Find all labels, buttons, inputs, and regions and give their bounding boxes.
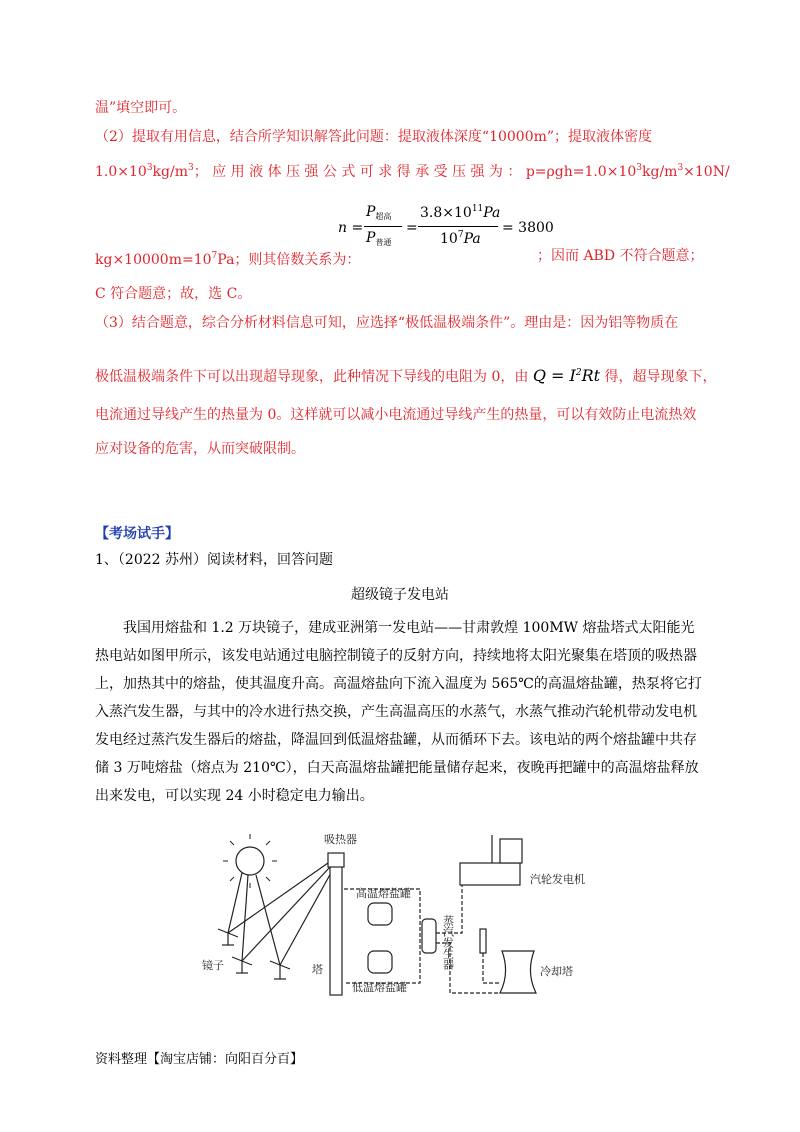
- solution-p3-line2: 极低温极端条件下可以出现超导现象，此种情况下导线的电阻为 0，由 $Q = I^2Rt$ 得，超导现象下，: [95, 366, 717, 385]
- footer-text: 资料整理【淘宝店铺：向阳百分百】: [95, 1052, 304, 1067]
- label-steam-gen: 蒸汽发生器: [441, 915, 455, 970]
- sun-icon: [236, 847, 264, 875]
- article-paragraph: 我国用熔盐和 1.2 万块镜子，建成亚洲第一发电站——甘肃敦煌 100MW 熔盐塔式太阳能光热电站如图甲所示，该发电站通过电脑控制镜子的反射方向，持续地将太阳光聚集在塔顶的吸热器上，加热其中的熔盐，使其温度升高。高温熔盐向下流入温度为 565℃的高温熔盐罐，热泵将它打入蒸汽发生器，与其中的冷水进行热交换，产生高温高压的水蒸气，水蒸气推动汽轮机带动发电机发电经过蒸汽发生器后的熔盐，降温回到低温熔盐罐，从而循环下去。该电站的两个熔盐罐中共存储 3 万吨熔盐（熔点为 210℃），白天高温熔盐罐把能量储存起来，夜晚再把罐中的高温熔盐释放出来发电，可以实现 24 小时稳定电力输出。: [95, 620, 702, 804]
- label-cold-tank: 低温熔盐罐: [352, 981, 407, 994]
- label-generator: 汽轮发电机: [530, 873, 585, 886]
- formula-rhs-den: $10^7Pa$: [440, 230, 481, 247]
- mirror-icon: [218, 929, 290, 979]
- formula-result: = 3800: [502, 220, 554, 236]
- label-tower: 塔: [312, 963, 323, 976]
- label-mirror: 镜子: [202, 959, 224, 972]
- solution-p2-line2: $1.0\times 10^3kg/m^3$； 应 用 液 体 压 强 公 式 可 求 得 承 受 压 强 为 ： $p=\rho gh=1.0\times 10^3kg/m^3\times 10N/$: [95, 163, 730, 180]
- tower-icon: [330, 865, 342, 995]
- ratio-formula: n = $P_{超高}$ $P_{普通}$ = $3.8\times 10^{11}Pa$ $10^7Pa$ = 3800: [338, 204, 554, 247]
- solution-p2-line3c: ；因而 ABD 不符合题意；: [537, 248, 704, 264]
- section-title: 【考场试手】: [95, 526, 179, 542]
- turbine-generator-icon: [460, 835, 522, 885]
- label-absorber: 吸热器: [324, 833, 357, 846]
- solution-p1-tail: 温”填空即可。: [95, 100, 187, 116]
- cooling-tower-icon: [500, 951, 536, 993]
- label-cooling: 冷却塔: [540, 965, 573, 978]
- power-station-diagram: [200, 833, 620, 1008]
- solution-p3-line1: （3）结合题意，综合分析材料信息可知，应选择“极低温极端条件”。理由是：因为铝等物质在: [95, 315, 679, 331]
- solution-p2-line3a: $kg\times 10000m=10^7Pa$；则其倍数关系为：: [95, 251, 361, 268]
- formula-n: n =: [338, 220, 364, 236]
- cold-tank-icon: [368, 951, 392, 973]
- question-header: 1、（2022 苏州）阅读材料，回答问题: [95, 552, 333, 568]
- formula-rhs-num: $3.8\times 10^{11}Pa$: [420, 204, 501, 221]
- steam-generator-icon: [422, 919, 436, 953]
- hot-tank-icon: [368, 903, 392, 925]
- solution-p3-line4: 应对设备的危害，从而突破限制。: [95, 441, 305, 457]
- solution-p2-line1: （2）提取有用信息，结合所学知识解答此问题：提取液体深度“10000m”；提取液体密度: [95, 129, 653, 145]
- solution-p3-line3: 电流通过导线产生的热量为 0。这样就可以减小电流通过导线产生的热量，可以有效防止电流热效: [95, 407, 697, 423]
- label-hot-tank: 高温熔盐罐: [356, 887, 411, 900]
- article-title: 超级镜子发电站: [351, 587, 449, 603]
- solution-p2-line4: C 符合题意；故，选 C。: [95, 286, 252, 302]
- formula-p-high: $P_{超高}$: [366, 204, 392, 221]
- joule-formula: $Q = I^2Rt$: [532, 366, 601, 385]
- formula-p-normal: $P_{普通}$: [366, 230, 392, 247]
